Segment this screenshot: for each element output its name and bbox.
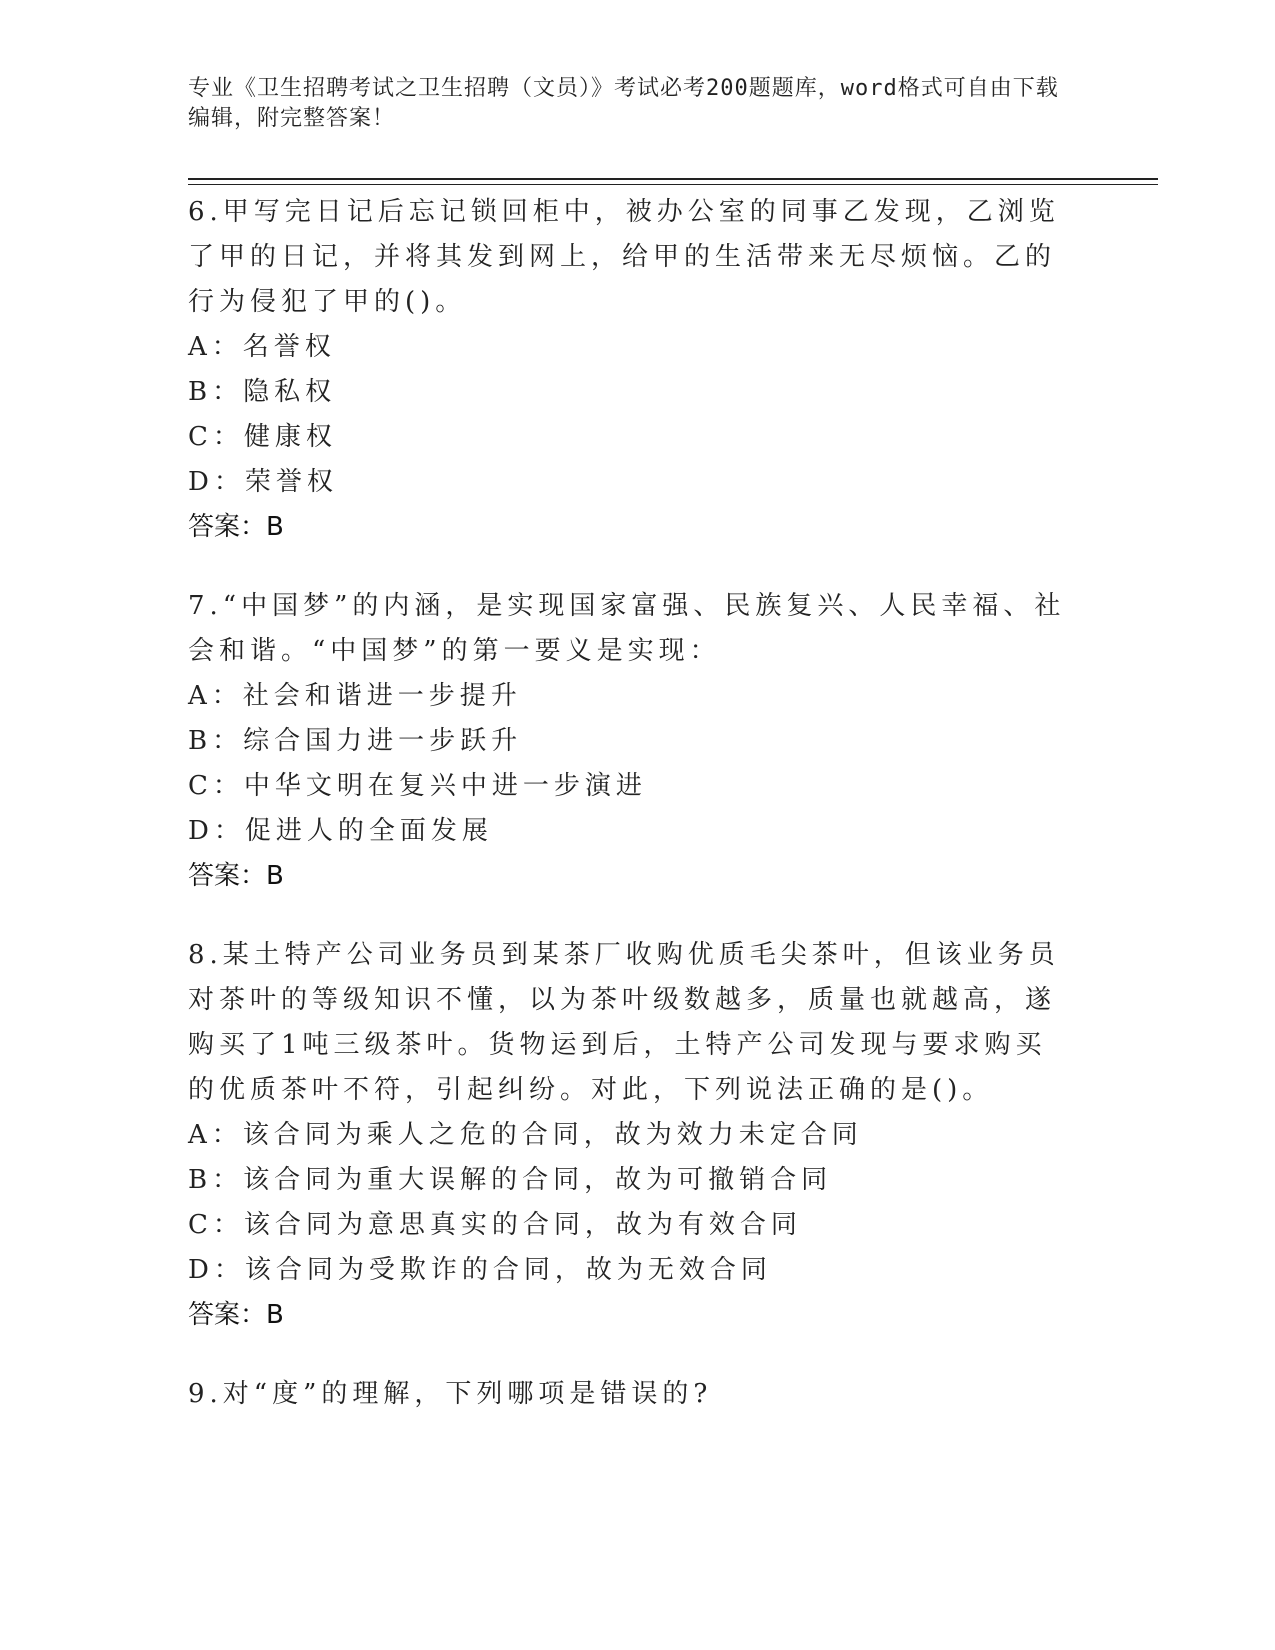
- option-d: D：促进人的全面发展: [188, 816, 493, 846]
- header-divider-thin: [188, 184, 1158, 185]
- option-c: C：健康权: [188, 422, 337, 452]
- option-c: C：该合同为意思真实的合同，故为有效合同: [188, 1210, 802, 1240]
- option-a: A：名誉权: [188, 332, 336, 362]
- header-divider-thick: [188, 178, 1158, 180]
- option-a: A：该合同为乘人之危的合同，故为效力未定合同: [188, 1120, 863, 1150]
- question-list: [188, 190, 1068, 1451]
- question-stem: 6.甲写完日记后忘记锁回柜中，被办公室的同事乙发现，乙浏览了甲的日记，并将其发到网上，给甲的生活带来无尽烦恼。乙的行为侵犯了甲的()。: [188, 197, 1060, 317]
- option-b: B：隐私权: [188, 377, 337, 407]
- answer: 答案：B: [188, 861, 284, 891]
- option-d: D：荣誉权: [188, 467, 338, 497]
- option-d: D：该合同为受欺诈的合同，故为无效合同: [188, 1255, 772, 1285]
- question-7: [188, 584, 1068, 899]
- option-b: B：该合同为重大误解的合同，故为可撤销合同: [188, 1165, 833, 1195]
- question-stem: 7.“中国梦”的内涵，是实现国家富强、民族复兴、人民幸福、社会和谐。“中国梦”的第一要义是实现：: [188, 591, 1066, 666]
- answer: 答案：B: [188, 512, 284, 542]
- document-header: 专业《卫生招聘考试之卫生招聘（文员）》考试必考200题题库，word格式可自由下载编辑，附完整答案！: [188, 76, 1059, 131]
- option-b: B：综合国力进一步跃升: [188, 726, 523, 756]
- answer: 答案：B: [188, 1300, 284, 1330]
- question-stem: 9.对“度”的理解，下列哪项是错误的?: [188, 1379, 713, 1409]
- question-8: [188, 933, 1068, 1338]
- option-a: A：社会和谐进一步提升: [188, 681, 522, 711]
- question-stem: 8.某土特产公司业务员到某茶厂收购优质毛尖茶叶，但该业务员对茶叶的等级知识不懂，以为茶叶级数越多，质量也就越高，遂购买了1吨三级茶叶。货物运到后，土特产公司发现与要求购买的优质茶叶不符，引起纠纷。对此，下列说法正确的是()。: [188, 940, 1060, 1105]
- question-6: [188, 190, 1068, 550]
- question-9: [188, 1372, 1068, 1417]
- option-c: C：中华文明在复兴中进一步演进: [188, 771, 647, 801]
